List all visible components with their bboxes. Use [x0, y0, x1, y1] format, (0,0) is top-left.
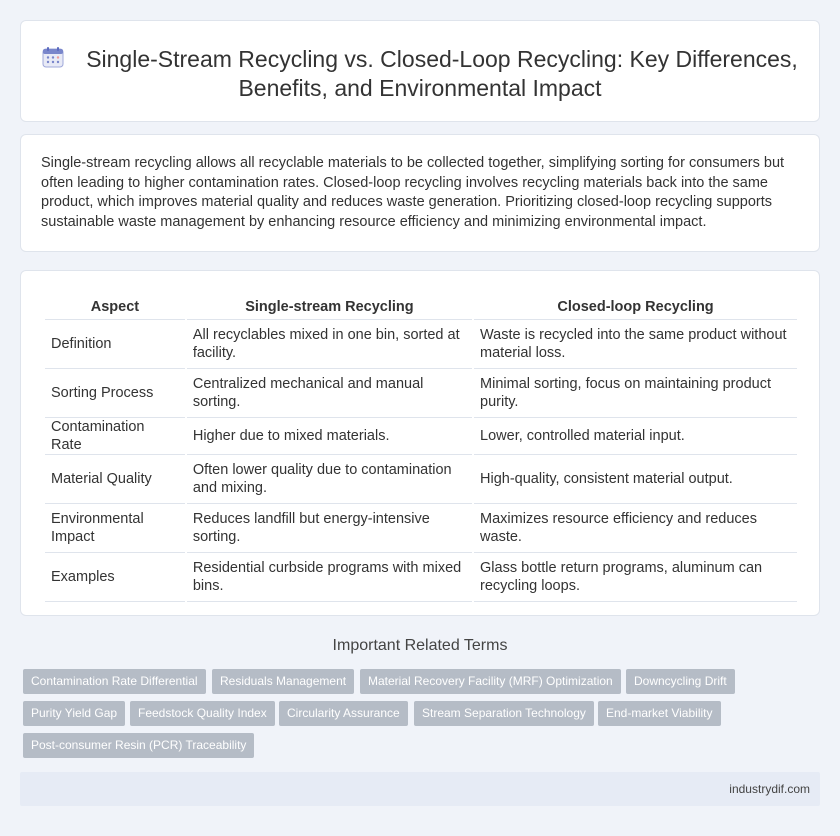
intro-card — [20, 134, 820, 252]
row-single-stream: Reduces landfill but energy-intensive sorting. — [187, 504, 472, 553]
header-single-stream: Single-stream Recycling — [187, 297, 472, 320]
title-card — [20, 20, 820, 122]
related-term-tag[interactable]: End-market Viability — [598, 701, 721, 726]
row-aspect: Contamination Rate — [45, 418, 185, 455]
row-single-stream: Centralized mechanical and manual sorting. — [187, 369, 472, 418]
related-term-tag[interactable]: Residuals Management — [212, 669, 354, 694]
related-term-tag[interactable]: Purity Yield Gap — [23, 701, 125, 726]
row-aspect: Material Quality — [45, 455, 185, 504]
intro-paragraph: Single-stream recycling allows all recyclable materials to be collected together, simplifying sorting for consumers but often leading to higher contamination rates. Closed-loop recycling involves recycling materials back into the same product, which improves material quality and reduces waste generation. Prioritizing closed-loop recycling supports sustainable waste management by enhancing resource efficiency and minimizing environmental impact. — [41, 155, 785, 230]
table-row — [45, 369, 797, 418]
comparison-card — [20, 270, 820, 616]
calendar-icon — [42, 46, 64, 68]
row-single-stream: All recyclables mixed in one bin, sorted at facility. — [187, 320, 472, 369]
row-single-stream: Often lower quality due to contamination and mixing. — [187, 455, 472, 504]
row-aspect: Definition — [45, 320, 185, 369]
table-row — [45, 455, 797, 504]
row-aspect: Environmental Impact — [45, 504, 185, 553]
row-single-stream: Higher due to mixed materials. — [187, 418, 472, 455]
table-row — [45, 320, 797, 369]
footer-site[interactable]: industrydif.com — [729, 782, 810, 796]
related-term-tag[interactable]: Circularity Assurance — [279, 701, 408, 726]
row-closed-loop: Waste is recycled into the same product without material loss. — [474, 320, 797, 369]
table-row — [45, 418, 797, 455]
related-terms-heading: Important Related Terms — [332, 637, 508, 654]
row-closed-loop: Lower, controlled material input. — [474, 418, 797, 455]
table-row — [45, 504, 797, 553]
table-header-row — [45, 297, 797, 320]
page-title — [21, 45, 819, 103]
related-term-tag[interactable]: Material Recovery Facility (MRF) Optimization — [360, 669, 621, 694]
related-term-tag[interactable]: Downcycling Drift — [626, 669, 735, 694]
row-closed-loop: Minimal sorting, focus on maintaining product purity. — [474, 369, 797, 418]
comparison-table — [43, 297, 799, 602]
row-closed-loop: Maximizes resource efficiency and reduces waste. — [474, 504, 797, 553]
related-term-tag[interactable]: Contamination Rate Differential — [23, 669, 206, 694]
table-row — [45, 553, 797, 602]
related-term-tag[interactable]: Stream Separation Technology — [414, 701, 594, 726]
footer — [20, 772, 820, 806]
page-title-text: Single-Stream Recycling vs. Closed-Loop Recycling: Key Differences, Benefits, and Environmental Impact — [86, 46, 798, 101]
row-closed-loop: High-quality, consistent material output. — [474, 455, 797, 504]
row-closed-loop: Glass bottle return programs, aluminum can recycling loops. — [474, 553, 797, 602]
header-closed-loop: Closed-loop Recycling — [474, 297, 797, 320]
row-aspect: Sorting Process — [45, 369, 185, 418]
header-aspect: Aspect — [45, 297, 185, 320]
related-term-tag[interactable]: Post-consumer Resin (PCR) Traceability — [23, 733, 254, 758]
row-aspect: Examples — [45, 553, 185, 602]
related-term-tag[interactable]: Feedstock Quality Index — [130, 701, 275, 726]
row-single-stream: Residential curbside programs with mixed bins. — [187, 553, 472, 602]
